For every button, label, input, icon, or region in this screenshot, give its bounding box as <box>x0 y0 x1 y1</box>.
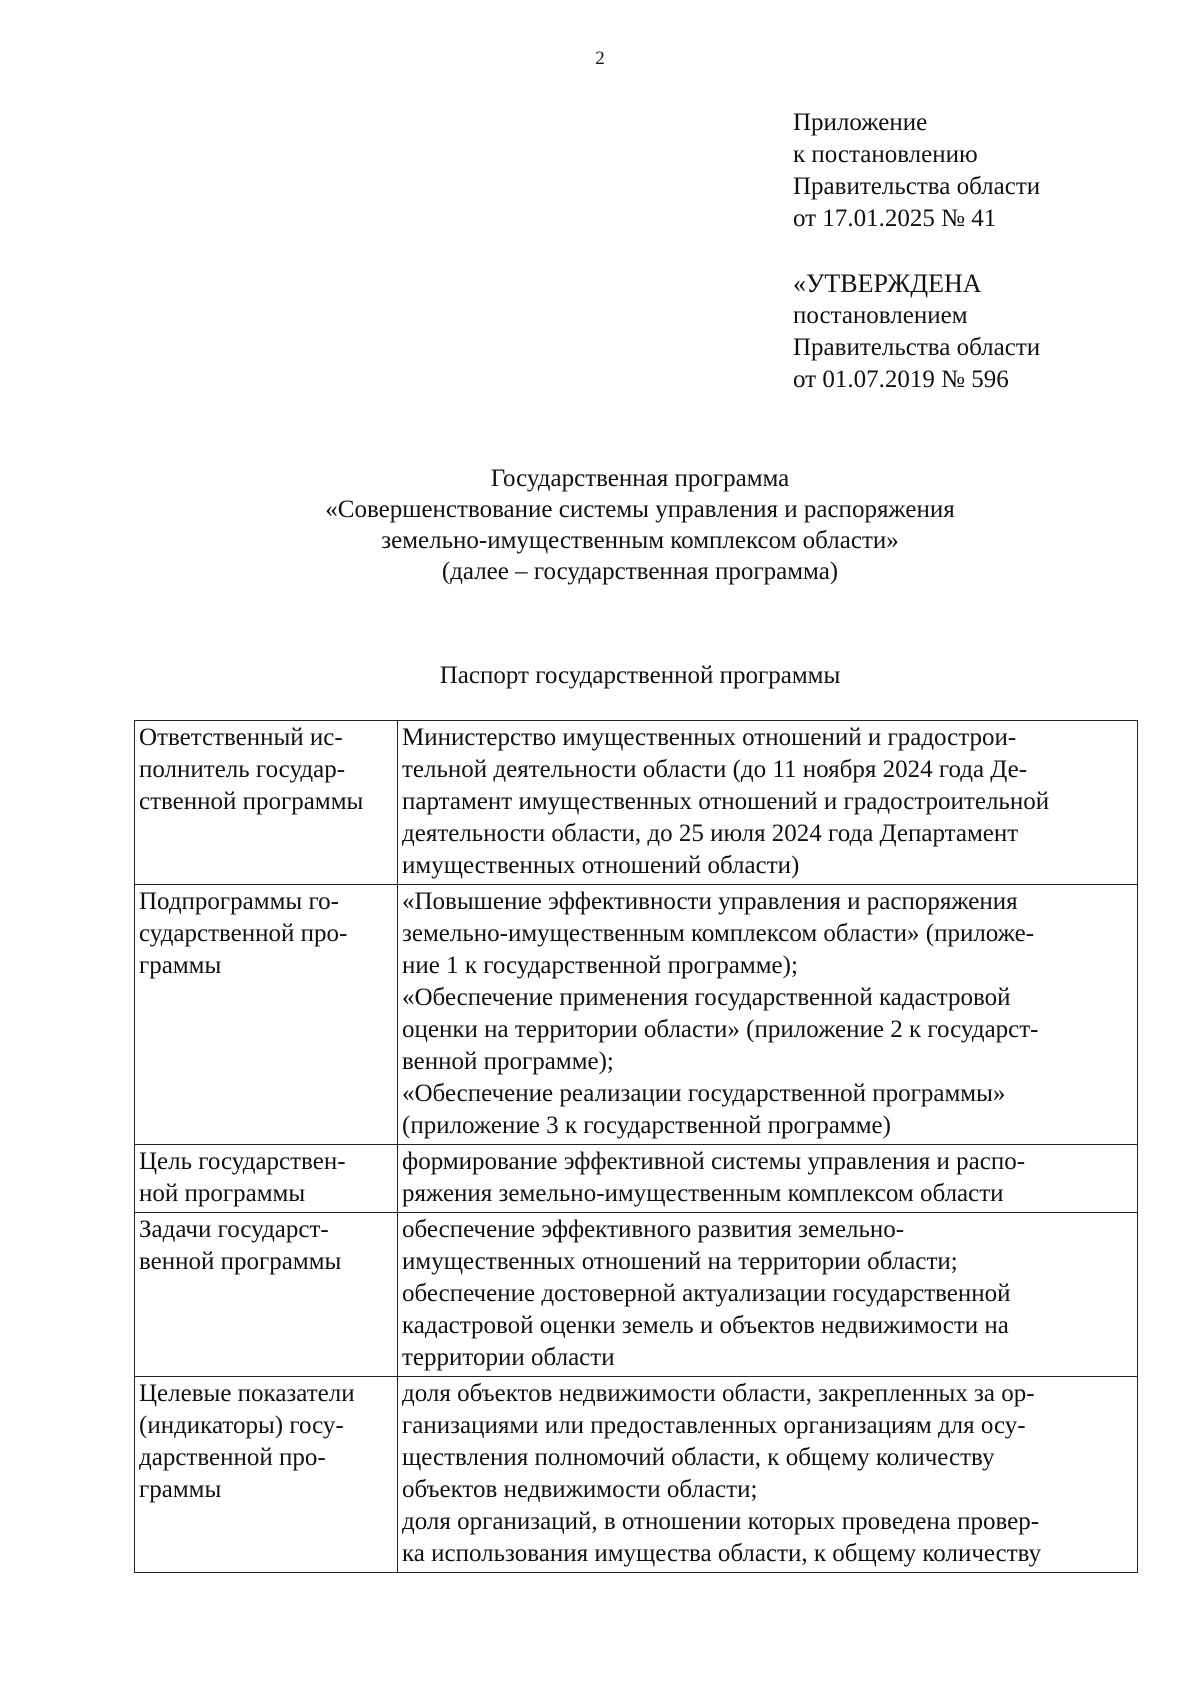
page-number: 2 <box>595 48 605 69</box>
row-label-cell <box>135 885 398 1145</box>
row-value-line: кадастровой оценки земель и объектов недвижимости на <box>402 1312 1009 1339</box>
row-value-line: «Обеспечение применения государственной кадастровой <box>402 984 1011 1011</box>
row-value-line: деятельности области, до 25 июля 2024 года Департамент <box>402 820 1019 847</box>
row-value-line: ние 1 к государственной программе); <box>402 952 798 979</box>
row-label-line: (индикаторы) госу- <box>139 1412 344 1439</box>
row-label-line: дарственной про- <box>139 1444 326 1471</box>
row-value-cell <box>398 885 1138 1145</box>
program-title-line: земельно-имущественным комплексом области» <box>381 527 899 554</box>
row-label-line: венной программы <box>139 1248 342 1275</box>
row-value-line: партамент имущественных отношений и градостроительной <box>402 788 1050 815</box>
row-label-line: ственной программы <box>139 788 364 815</box>
row-value-line: «Повышение эффективности управления и распоряжения <box>402 888 1018 915</box>
row-value-line: объектов недвижимости области; <box>402 1476 758 1503</box>
approval-line: постановлением <box>793 302 968 329</box>
row-label-line: Целевые показатели <box>139 1380 355 1407</box>
row-value-line: (приложение 3 к государственной программе) <box>402 1112 891 1139</box>
passport-table-body <box>135 721 1138 1573</box>
row-value-line: обеспечение эффективного развития земельно- <box>402 1216 905 1243</box>
row-value-line: ка использования имущества области, к общему количеству <box>402 1540 1042 1567</box>
row-value-line: имущественных отношений области) <box>402 852 800 879</box>
row-label-line: Цель государствен- <box>139 1148 346 1175</box>
row-value-line: «Обеспечение реализации государственной программы» <box>402 1080 1006 1107</box>
row-label-line: ной программы <box>139 1180 306 1207</box>
row-label-line: Подпрограммы го- <box>139 888 339 915</box>
row-label-line: граммы <box>139 952 222 979</box>
table-row <box>135 1377 1138 1573</box>
row-label-cell <box>135 1213 398 1377</box>
row-label-cell <box>135 1377 398 1573</box>
program-title-line: «Совершенствование системы управления и распоряжения <box>325 496 955 523</box>
row-value-cell <box>398 1145 1138 1213</box>
program-title-line: Государственная программа <box>490 465 790 492</box>
table-row <box>135 885 1138 1145</box>
row-value-cell <box>398 1377 1138 1573</box>
approval-line: от 01.07.2019 № 596 <box>793 366 1009 393</box>
appendix-line: к постановлению <box>793 141 978 168</box>
program-title-line: (далее – государственная программа) <box>441 558 839 585</box>
row-value-line: доля объектов недвижимости области, закрепленных за ор- <box>402 1380 1035 1407</box>
appendix-line: Приложение <box>793 109 928 136</box>
row-label-line: Задачи государст- <box>139 1216 329 1243</box>
row-label-line: полнитель государ- <box>139 756 346 783</box>
row-value-line: формирование эффективной системы управления и распо- <box>402 1148 1026 1175</box>
row-value-line: ряжения земельно-имущественным комплексом области <box>402 1180 1004 1207</box>
appendix-block <box>793 107 1040 235</box>
row-value-line: территории области <box>402 1344 615 1371</box>
row-value-line: земельно-имущественным комплексом области» (приложе- <box>402 920 1035 947</box>
approval-line: Правительства области <box>793 334 1041 361</box>
row-label-line: граммы <box>139 1476 222 1503</box>
row-value-line: ществления полномочий области, к общему количеству <box>402 1444 995 1471</box>
row-value-line: имущественных отношений на территории области; <box>402 1248 958 1275</box>
row-value-line: тельной деятельности области (до 11 ноября 2024 года Де- <box>402 756 1028 783</box>
row-value-cell <box>398 721 1138 885</box>
row-value-line: венной программе); <box>402 1048 614 1075</box>
row-label-line: Ответственный ис- <box>139 724 343 751</box>
approval-line: «УТВЕРЖДЕНА <box>793 269 982 298</box>
row-value-line: оценки на территории области» (приложение 2 к государст- <box>402 1016 1039 1043</box>
appendix-line: от 17.01.2025 № 41 <box>793 205 997 232</box>
passport-table <box>134 720 1138 1573</box>
table-row <box>135 1145 1138 1213</box>
row-label-line: сударственной про- <box>139 920 348 947</box>
row-label-cell <box>135 721 398 885</box>
row-value-cell <box>398 1213 1138 1377</box>
program-title <box>100 463 1180 587</box>
row-value-line: доля организаций, в отношении которых проведена провер- <box>402 1508 1040 1535</box>
appendix-line: Правительства области <box>793 173 1041 200</box>
approval-block <box>793 268 1040 396</box>
row-value-line: обеспечение достоверной актуализации государственной <box>402 1280 1011 1307</box>
table-row <box>135 1213 1138 1377</box>
row-value-line: ганизациями или предоставленных организациям для осу- <box>402 1412 1026 1439</box>
row-value-line: Министерство имущественных отношений и градострои- <box>402 724 1017 751</box>
passport-title: Паспорт государственной программы <box>439 662 841 689</box>
row-label-cell <box>135 1145 398 1213</box>
table-row <box>135 721 1138 885</box>
